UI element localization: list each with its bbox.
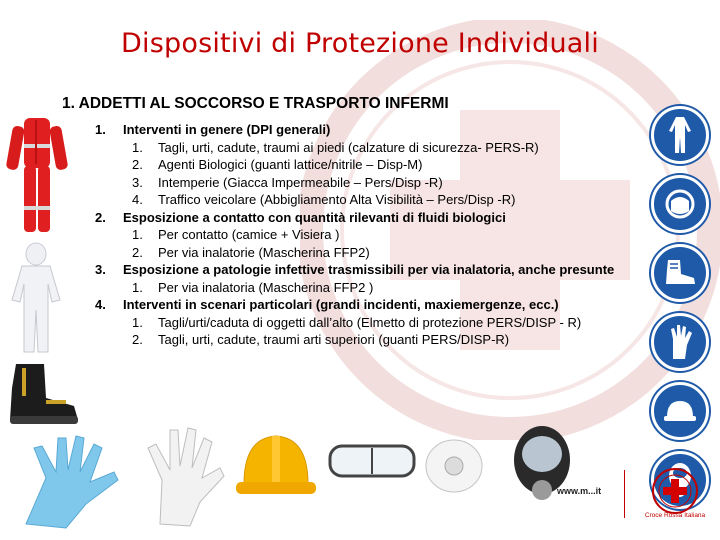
sub-item-text: Tagli, urti, cadute, traumi arti superiori (guanti PERS/DISP-R) xyxy=(158,332,510,347)
outline-item xyxy=(95,296,635,349)
face-shield-icon xyxy=(651,175,709,233)
sub-item-text: Tagli/urti/caduta di oggetti dall’alto (Elmetto di protezione PERS/DISP - R) xyxy=(158,314,582,330)
item-number: 3. xyxy=(95,262,106,277)
dpi-outline xyxy=(95,121,635,349)
safety-boot-photo xyxy=(2,358,82,430)
sub-item xyxy=(123,331,635,349)
outline-item xyxy=(95,261,635,296)
item-number: 2. xyxy=(95,209,106,225)
red-suit-photo xyxy=(4,114,70,238)
ffp2-mask-photo xyxy=(420,432,488,498)
mandatory-signs xyxy=(651,106,709,520)
coverall-icon xyxy=(651,106,709,164)
hard-hat-photo xyxy=(232,424,320,516)
white-coverall-photo xyxy=(0,240,72,358)
sub-item-number: 1. xyxy=(132,227,143,242)
sub-item-text: Tagli, urti, cadute, traumi ai piedi (calzature di sicurezza- PERS-R) xyxy=(158,139,539,155)
sub-item xyxy=(123,226,635,244)
sub-item xyxy=(123,174,635,192)
sub-item-number: 3. xyxy=(132,174,143,190)
item-heading: Esposizione a patologie infettive trasmissibili per via inalatoria, anche presunte xyxy=(123,262,615,277)
sub-item-number: 1. xyxy=(132,139,143,155)
sub-item-text: Traffico veicolare (Abbigliamento Alta Visibilità – Pers/Disp -R) xyxy=(158,192,516,207)
leather-glove-photo xyxy=(130,420,234,532)
item-heading: Interventi in genere (DPI generali) xyxy=(123,122,331,137)
glove-icon xyxy=(651,313,709,371)
sub-item-number: 1. xyxy=(132,314,143,330)
sub-item-text: Per via inalatorie (Mascherina FFP2) xyxy=(158,244,370,260)
section-heading: 1. ADDETTI AL SOCCORSO E TRASPORTO INFERMI xyxy=(62,95,449,112)
sub-item-number: 4. xyxy=(132,192,143,207)
logo-divider xyxy=(624,470,625,518)
sub-item-text: Per via inalatoria (Mascherina FFP2 ) xyxy=(158,279,374,295)
sub-item-text: Per contatto (camice + Visiera ) xyxy=(158,227,340,242)
sub-item xyxy=(123,314,635,332)
safety-goggles-photo xyxy=(326,436,418,486)
nitrile-glove-photo xyxy=(6,428,130,532)
sub-item-number: 1. xyxy=(132,279,143,295)
outline-item xyxy=(95,209,635,262)
photo-credit: www.m...it xyxy=(557,486,602,496)
outline-item xyxy=(95,121,635,209)
page-title: Dispositivi di Protezione Individuali xyxy=(121,28,599,59)
sub-item xyxy=(123,279,635,297)
croce-rossa-label: Croce Rossa Italiana xyxy=(644,512,706,519)
sub-item xyxy=(123,156,635,174)
item-heading: Esposizione a contatto con quantità rilevanti di fluidi biologici xyxy=(123,209,506,225)
helmet-icon xyxy=(651,382,709,440)
item-number: 4. xyxy=(95,297,106,312)
item-number: 1. xyxy=(95,122,106,137)
sub-item-number: 2. xyxy=(132,244,143,260)
sub-item-text: Intemperie (Giacca Impermeabile – Pers/Disp -R) xyxy=(158,174,443,190)
sub-item xyxy=(123,139,635,157)
sub-item xyxy=(123,191,635,209)
item-heading: Interventi in scenari particolari (grandi incidenti, maxiemergenze, ecc.) xyxy=(123,297,559,312)
sub-item-number: 2. xyxy=(132,157,143,172)
sub-item-text: Agenti Biologici (guanti lattice/nitrile – Disp-M) xyxy=(158,157,423,172)
safety-boot-icon xyxy=(651,244,709,302)
sub-item-number: 2. xyxy=(132,332,143,347)
sub-item xyxy=(123,244,635,262)
croce-rossa-logo xyxy=(644,467,706,517)
